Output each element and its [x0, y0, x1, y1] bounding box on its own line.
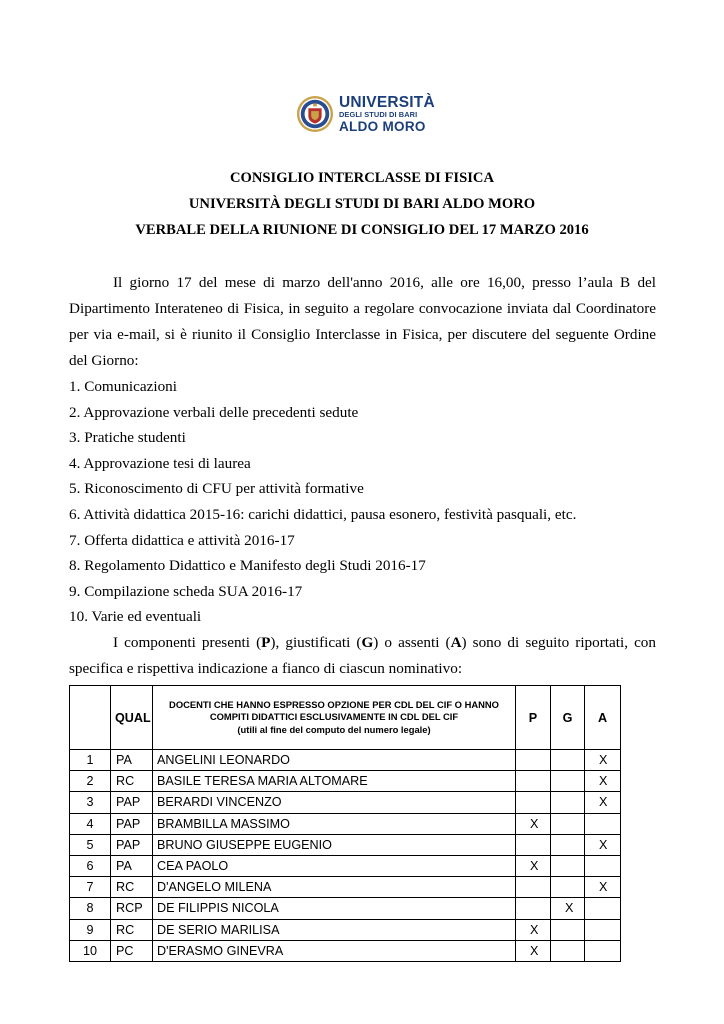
- logo-wordmark: [339, 95, 435, 133]
- row-name: ANGELINI LEONARDO: [153, 750, 516, 771]
- agenda-item: 1. Comunicazioni: [69, 378, 177, 395]
- row-justified: [551, 771, 585, 792]
- row-qual: PAP: [111, 834, 153, 855]
- logo-line-1: UNIVERSITÀ: [339, 93, 435, 111]
- row-qual: RC: [111, 771, 153, 792]
- row-present: [516, 834, 551, 855]
- row-number: 7: [70, 877, 111, 898]
- agenda-list: [69, 374, 576, 630]
- row-justified: [551, 877, 585, 898]
- row-number: 2: [70, 771, 111, 792]
- table-row: [70, 898, 621, 919]
- agenda-item: 9. Compilazione scheda SUA 2016-17: [69, 582, 303, 600]
- table-row: [70, 855, 621, 876]
- agenda-item: 6. Attività didattica 2015-16: carichi didattici, pausa esonero, festività pasquali, etc.: [69, 505, 577, 523]
- absent-letter: A: [450, 634, 462, 651]
- table-header-row: [70, 686, 621, 750]
- header-description-line: COMPITI DIDATTICI ESCLUSIVAMENTE IN CDL DEL CIF: [209, 711, 459, 723]
- university-logo: [296, 93, 435, 135]
- header-description: [153, 686, 516, 750]
- row-absent: X: [585, 771, 621, 792]
- row-absent: [585, 940, 621, 961]
- row-absent: [585, 855, 621, 876]
- row-qual: PAP: [111, 813, 153, 834]
- agenda-item: 4. Approvazione tesi di laurea: [69, 454, 251, 472]
- table-row: [70, 792, 621, 813]
- table-row: [70, 919, 621, 940]
- row-qual: PC: [111, 940, 153, 961]
- row-absent: X: [585, 750, 621, 771]
- table-row: [70, 813, 621, 834]
- row-justified: [551, 750, 585, 771]
- row-absent: [585, 813, 621, 834]
- row-present: X: [516, 855, 551, 876]
- row-present: [516, 898, 551, 919]
- row-name: D'ERASMO GINEVRA: [153, 940, 516, 961]
- row-present: [516, 750, 551, 771]
- minutes-title: VERBALE DELLA RIUNIONE DI CONSIGLIO DEL 17 MARZO 2016: [135, 222, 589, 238]
- row-present: [516, 792, 551, 813]
- row-number: 6: [70, 855, 111, 876]
- row-qual: RC: [111, 877, 153, 898]
- row-number: 5: [70, 834, 111, 855]
- table-body: [70, 750, 621, 962]
- row-number: 9: [70, 919, 111, 940]
- row-number: 8: [70, 898, 111, 919]
- row-qual: PA: [111, 750, 153, 771]
- agenda-item: 7. Offerta didattica e attività 2016-17: [69, 531, 295, 549]
- header-absent: A: [585, 686, 621, 750]
- row-justified: [551, 813, 585, 834]
- row-number: 10: [70, 940, 111, 961]
- row-qual: RCP: [111, 898, 153, 919]
- table-row: [70, 834, 621, 855]
- row-justified: [551, 919, 585, 940]
- components-text: ) o assenti (: [373, 634, 451, 651]
- university-seal-icon: [296, 95, 334, 133]
- row-justified: [551, 855, 585, 876]
- header-number: [70, 686, 111, 750]
- components-text: I componenti presenti (: [113, 634, 262, 651]
- components-text: ), giustificati (: [270, 634, 362, 651]
- row-present: X: [516, 940, 551, 961]
- row-present: [516, 771, 551, 792]
- components-paragraph: [69, 630, 656, 682]
- intro-paragraph: Il giorno 17 del mese di marzo dell'anno 2016, alle ore 16,00, presso l’aula B del Dipartimento Interateneo di Fisica, in seguito a regolare convocazione inviata dal Coordinatore per via e-mail, si è riunito il Consiglio Interclasse in Fisica, per discutere del seguente Ordine del Giorno:: [69, 274, 656, 369]
- table-row: [70, 940, 621, 961]
- header-description-note: (utili al fine del computo del numero legale): [237, 723, 431, 735]
- row-justified: [551, 834, 585, 855]
- row-qual: PAP: [111, 792, 153, 813]
- agenda-item: 3. Pratiche studenti: [69, 429, 186, 447]
- agenda-item: 8. Regolamento Didattico e Manifesto degli Studi 2016-17: [69, 557, 426, 575]
- components-text: ) sono di seguito riportati, con specifica e rispettiva indicazione a fianco di ciascun nominativo:: [69, 634, 656, 677]
- agenda-item: 10. Varie ed eventuali: [69, 608, 202, 626]
- attendance-table: [69, 685, 621, 962]
- header-justified: G: [551, 686, 585, 750]
- header-qual: QUAL: [111, 686, 153, 750]
- table-row: [70, 877, 621, 898]
- table-row: [70, 771, 621, 792]
- justified-letter: G: [361, 634, 374, 651]
- row-name: BRUNO GIUSEPPE EUGENIO: [153, 834, 516, 855]
- row-justified: X: [551, 898, 585, 919]
- row-name: CEA PAOLO: [153, 855, 516, 876]
- row-qual: PA: [111, 855, 153, 876]
- row-present: [516, 877, 551, 898]
- row-name: BRAMBILLA MASSIMO: [153, 813, 516, 834]
- row-name: D'ANGELO MILENA: [153, 877, 516, 898]
- header-present: P: [516, 686, 551, 750]
- agenda-item: 2. Approvazione verbali delle precedenti sedute: [69, 403, 359, 421]
- agenda-item: 5. Riconoscimento di CFU per attività formative: [69, 480, 364, 498]
- row-absent: X: [585, 792, 621, 813]
- row-present: X: [516, 813, 551, 834]
- row-name: BERARDI VINCENZO: [153, 792, 516, 813]
- row-number: 1: [70, 750, 111, 771]
- header-description-line: DOCENTI CHE HANNO ESPRESSO OPZIONE PER CDL DEL CIF O HANNO: [169, 699, 499, 711]
- row-absent: [585, 919, 621, 940]
- present-letter: P: [261, 634, 271, 651]
- university-title: UNIVERSITÀ DEGLI STUDI DI BARI ALDO MORO: [188, 196, 536, 212]
- row-name: BASILE TERESA MARIA ALTOMARE: [153, 771, 516, 792]
- row-name: DE FILIPPIS NICOLA: [153, 898, 516, 919]
- row-qual: RC: [111, 919, 153, 940]
- row-absent: X: [585, 834, 621, 855]
- row-name: DE SERIO MARILISA: [153, 919, 516, 940]
- row-number: 3: [70, 792, 111, 813]
- row-justified: [551, 940, 585, 961]
- row-absent: X: [585, 877, 621, 898]
- row-justified: [551, 792, 585, 813]
- logo-line-3: ALDO MORO: [339, 118, 426, 134]
- logo-line-2: DEGLI STUDI DI BARI: [339, 110, 418, 120]
- table-row: [70, 750, 621, 771]
- row-number: 4: [70, 813, 111, 834]
- row-present: X: [516, 919, 551, 940]
- council-title: CONSIGLIO INTERCLASSE DI FISICA: [230, 170, 494, 186]
- row-absent: [585, 898, 621, 919]
